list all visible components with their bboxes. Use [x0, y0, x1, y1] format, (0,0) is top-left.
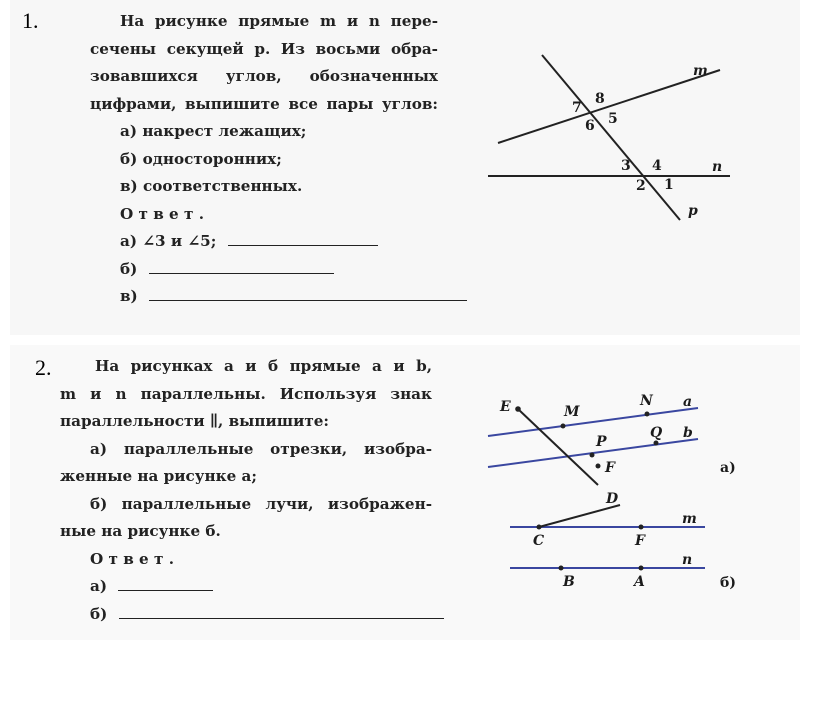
answer-b-label: б): [120, 259, 138, 278]
problem-2-line-1: На рисунках а и б прямые a и b,: [95, 357, 432, 375]
label-n: n: [712, 159, 723, 175]
point-A: [639, 566, 644, 571]
point-F: [596, 464, 601, 469]
label-P: P: [596, 434, 607, 450]
label-F-2: F: [635, 533, 645, 549]
label-p: p: [688, 203, 698, 219]
point-F-2: [639, 525, 644, 530]
problem-2-panel: [10, 345, 800, 640]
figure-2b: [480, 487, 740, 592]
label-m: m: [693, 63, 708, 79]
label-D: D: [606, 491, 619, 507]
figure-a-caption: а): [720, 460, 736, 476]
answer-c-blank[interactable]: [149, 286, 467, 301]
problem-1-line-3: зовавшихся углов, обозначенных: [90, 67, 438, 85]
figure-2a: [480, 385, 740, 495]
label-n-2: n: [682, 552, 693, 568]
label-B: B: [563, 574, 575, 590]
problem-1-panel: [10, 0, 800, 335]
label-E: E: [500, 399, 511, 415]
label-M: M: [564, 404, 580, 420]
p2-answer-b-label: б): [90, 604, 108, 623]
problem-1-line-4: цифрами, выпишите все пары углов:: [90, 94, 438, 113]
problem-2-line-3: параллельности ∥, выпишите:: [60, 412, 330, 430]
label-Q: Q: [650, 425, 663, 441]
answer-b-blank[interactable]: [149, 259, 334, 274]
ray-CD: [539, 505, 620, 527]
point-N: [645, 412, 650, 417]
angle-7: 7: [572, 100, 582, 116]
problem-1-item-c: в) соответственных.: [120, 177, 303, 195]
point-M: [561, 424, 566, 429]
figure-b-caption: б): [720, 575, 736, 591]
answer-a-label: а) ∠3 и ∠5;: [120, 232, 217, 250]
label-C: C: [533, 533, 545, 549]
point-P: [590, 453, 595, 458]
angle-2: 2: [636, 178, 646, 194]
label-N: N: [640, 393, 653, 409]
angle-3: 3: [621, 158, 631, 174]
angle-6: 6: [585, 118, 595, 134]
label-A: A: [634, 574, 645, 590]
problem-2-line-2: m и n параллельны. Используя знак: [60, 384, 432, 403]
p2-answer-b-blank[interactable]: [119, 604, 444, 619]
problem-2-answer-a: [60, 573, 432, 601]
point-B: [559, 566, 564, 571]
answer-a-blank[interactable]: [228, 231, 378, 246]
problem-2-answer-label: О т в е т .: [90, 549, 174, 568]
line-m: [498, 70, 720, 143]
problem-2-answer-b: [60, 601, 432, 629]
label-m-2: m: [682, 511, 697, 527]
p2-answer-a-label: а): [90, 577, 108, 595]
problem-1-item-a: а) накрест лежащих;: [120, 122, 307, 140]
answer-c-label: в): [120, 287, 138, 305]
label-b: b: [683, 425, 693, 441]
problem-1-text: [90, 8, 438, 311]
label-F: F: [605, 460, 615, 476]
problem-1-answer-b: [90, 256, 438, 284]
segment-EF: [518, 409, 598, 485]
line-p: [542, 55, 680, 220]
problem-2-line-4: а) параллельные отрезки, изобра-: [90, 439, 432, 458]
problem-1-line-2: сечены секущей p. Из восьми обра-: [90, 39, 438, 58]
problem-1-number: 1.: [22, 8, 39, 33]
angle-5: 5: [608, 111, 618, 127]
problem-1-answer-c: [90, 283, 438, 311]
problem-2-text: [60, 353, 432, 628]
problem-2-line-5: женные на рисунке а;: [60, 467, 257, 485]
angle-8: 8: [595, 91, 605, 107]
problem-1-item-b: б) односторонних;: [120, 149, 282, 168]
angle-4: 4: [652, 158, 662, 174]
label-a: a: [683, 394, 693, 410]
problem-2-number: 2.: [35, 355, 52, 380]
angle-1: 1: [664, 177, 674, 193]
point-E: [515, 406, 521, 412]
point-C: [537, 525, 542, 530]
line-a: [488, 408, 698, 436]
problem-2-line-6: б) параллельные лучи, изображен-: [90, 494, 432, 513]
problem-1-line-1: На рисунке прямые m и n пере-: [120, 12, 438, 30]
problem-2-line-7: ные на рисунке б.: [60, 522, 221, 540]
figure-1-transversal: [480, 45, 750, 235]
p2-answer-a-blank[interactable]: [118, 576, 213, 591]
problem-1-answer-a: [90, 228, 438, 256]
problem-1-answer-label: О т в е т .: [120, 204, 204, 223]
point-Q: [654, 441, 659, 446]
